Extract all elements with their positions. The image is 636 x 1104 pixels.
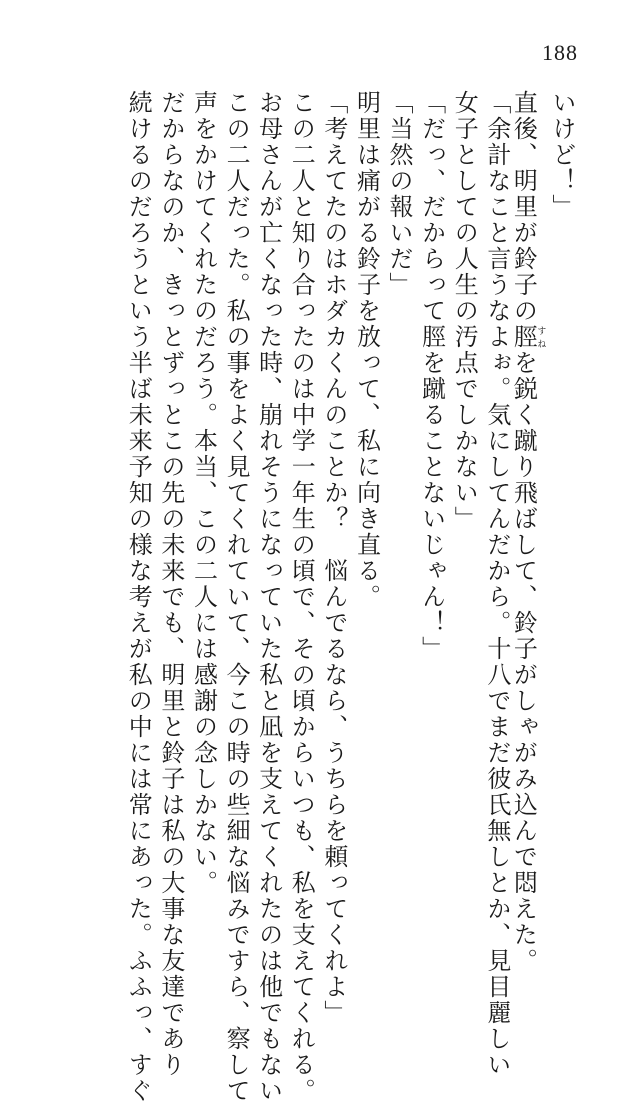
page-number: 188 xyxy=(542,40,578,65)
text-line: 「だっ、だからって脛を蹴ることないじゃん！」 xyxy=(417,90,446,662)
text-line: 直後、明里が鈴子の脛すねを鋭く蹴り飛ばして、鈴子がしゃがみ込んで悶えた。 xyxy=(509,90,546,974)
text-line: この二人だった。私の事をよく見てくれていて、今この時の些細な悩みですら、察して xyxy=(222,90,251,1104)
text-line: 「余計なこと言うなよぉ。気にしてんだから。十八でまだ彼氏無しとか、見目麗しい xyxy=(482,90,511,1078)
vertical-text-body xyxy=(78,90,578,1104)
text-line: いけど！」 xyxy=(548,90,576,220)
text-line: 女子としての人生の汚点でしかない」 xyxy=(450,90,479,532)
text-line: 「考えてたのはホダカくんのことか？ 悩んでるなら、うちらを頼ってくれよ」 xyxy=(319,90,348,1026)
text-line: だからなのか、きっとずっとこの先の未来でも、明里と鈴子は私の大事な友達であり xyxy=(156,90,185,1078)
text-line: お母さんが亡くなった時、崩れそうになっていた私と凪を支えてくれたのは他でもない xyxy=(254,90,283,1104)
text-line: この二人と知り合ったのは中学一年生の頃で、その頃からいつも、私を支えてくれる。 xyxy=(287,90,316,1104)
text-line: 続けるのだろうという半ば未来予知の様な考えが私の中には常にあった。ふふっ、すぐ xyxy=(124,90,153,1104)
text-line: 明里は痛がる鈴子を放って、私に向き直る。 xyxy=(352,90,381,610)
text-line: 声をかけてくれたのだろう。本当、この二人には感謝の念しかない。 xyxy=(189,90,218,896)
text-line: 「当然の報いだ」 xyxy=(385,90,414,298)
ruby-annotation: 脛すね xyxy=(509,324,546,350)
